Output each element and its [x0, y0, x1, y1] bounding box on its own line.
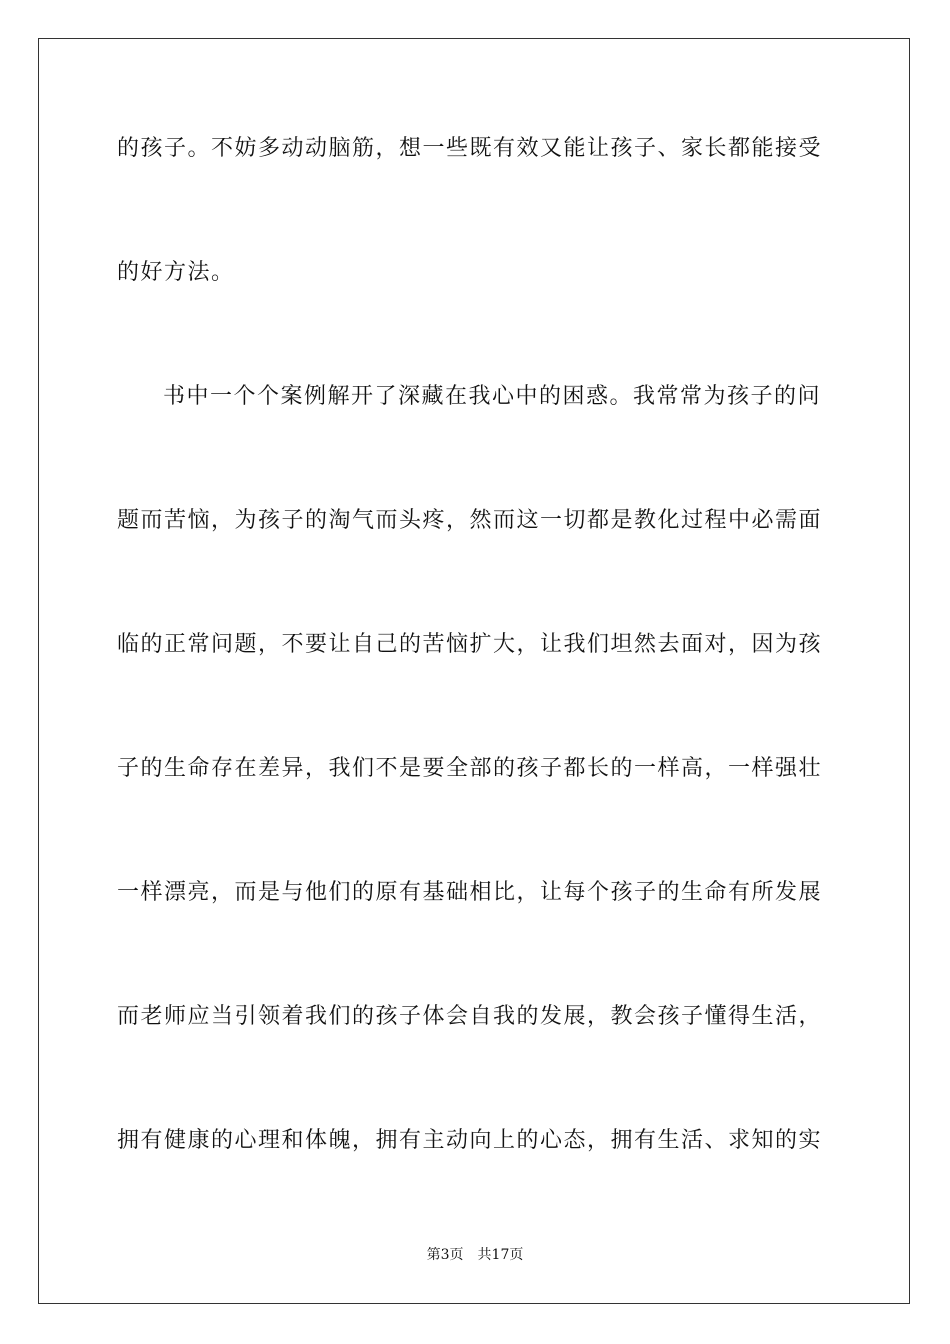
paragraph-first-line: 书中一个个案例解开了深藏在我心中的困惑。我常常为孩子的问 — [163, 384, 822, 409]
body-text-line: 题而苦恼，为孩子的淘气而头疼，然而这一切都是教化过程中必需面 — [117, 508, 823, 533]
body-text-line: 的好方法。 — [117, 260, 235, 285]
body-text-line: 子的生命存在差异，我们不是要全部的孩子都长的一样高，一样强壮 — [117, 756, 823, 781]
page-number-footer: 第3页 共17页 — [426, 1247, 524, 1263]
body-text-line: 而老师应当引领着我们的孩子体会自我的发展，教会孩子懂得生活， — [117, 1004, 823, 1029]
body-text-line: 的孩子。不妨多动动脑筋，想一些既有效又能让孩子、家长都能接受 — [117, 136, 823, 161]
page-border — [38, 38, 910, 1304]
body-text-line: 拥有健康的心理和体魄，拥有主动向上的心态，拥有生活、求知的实 — [117, 1128, 823, 1153]
body-text-line: 临的正常问题，不要让自己的苦恼扩大，让我们坦然去面对，因为孩 — [117, 632, 823, 657]
body-text-line: 一样漂亮，而是与他们的原有基础相比，让每个孩子的生命有所发展 — [117, 880, 823, 905]
